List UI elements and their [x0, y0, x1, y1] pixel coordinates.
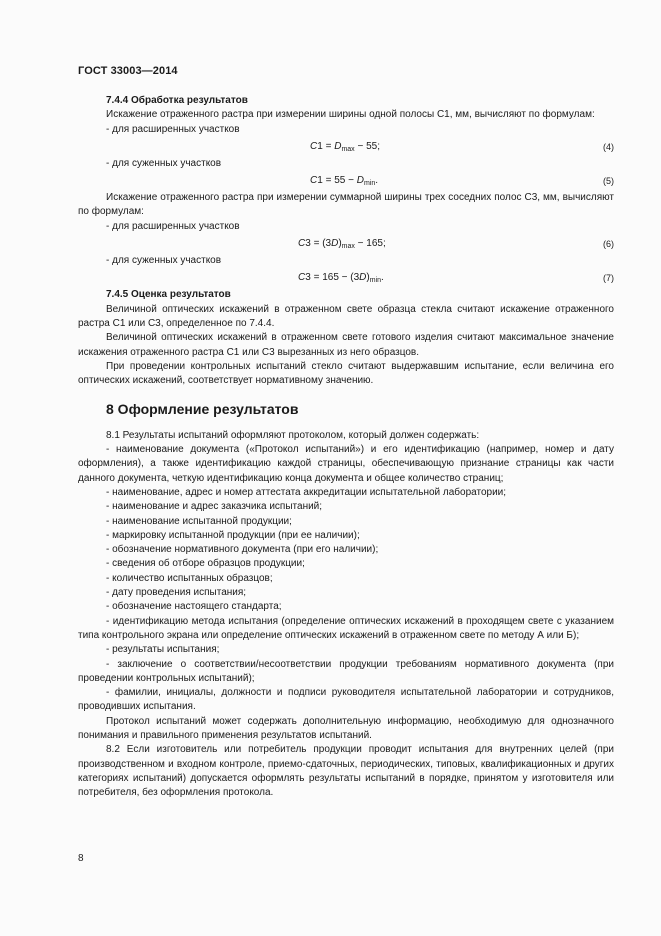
formula-row — [78, 268, 614, 288]
list-item: - наименование, адрес и номер аттестата аккредитации испытательной лаборатории; — [106, 486, 507, 498]
paragraph-8-2: 8.2 Если изготовитель или потребитель продукции проводит испытания для внутренних целей (при производственном и входном контроле, приемо-сдаточных, периодических, типовых, квалификационных и других категориях испытаний) допускается оформлять результаты испытаний в порядке, принятом у изготовителя или потребителя, без оформления протокола. — [78, 744, 614, 799]
section-7-4-5-title: 7.4.5 Оценка результатов — [106, 289, 231, 301]
formula-6: $С3 = (3D)_{max} - 165$; — [298, 238, 386, 251]
list-item: - количество испытанных образцов; — [106, 572, 273, 584]
section-8-title: 8 Оформление результатов — [106, 401, 299, 418]
formula-4: $С1 = D_{max} - 55$; — [310, 140, 380, 153]
section-7-4-4-title: 7.4.4 Обработка результатов — [106, 95, 248, 106]
list-item: - сведения об отборе образцов продукции; — [106, 558, 305, 570]
document-body — [78, 94, 614, 800]
list-item: - наименование испытанной продукции; — [106, 515, 292, 527]
formula-row — [78, 137, 614, 157]
list-item: - наименование документа («Протокол испытаний») и его идентификацию (например, номер и дату оформления), а также идентификацию каждой страницы, обеспечивающую признание страницы как части данного документа, четкую идентификацию конца документа и общее количество страниц; — [78, 444, 614, 484]
list-item: - маркировку испытанной продукции (при ее наличии); — [106, 529, 360, 541]
list-item: - для расширенных участков — [106, 220, 240, 232]
list-item: - заключение о соответствии/несоответствии продукции требованиям нормативного документа (при проведении контрольных испытаний); — [78, 658, 614, 684]
paragraph: Величиной оптических искажений в отраженном свете готового изделия считают максимальное значение искажения отраженного растра С1 или С3 вырезанных из него образцов. — [78, 332, 614, 358]
formula-7: $С3 = 165 - (3D)_{min}$. — [298, 272, 384, 285]
formula-number: (6) — [603, 239, 614, 250]
list-item: - обозначение настоящего стандарта; — [106, 601, 282, 613]
formula-number: (7) — [603, 273, 614, 284]
document-header: ГОСТ 33003—2014 — [78, 65, 178, 77]
paragraph: Величиной оптических искажений в отраженном свете образца стекла считают искажение отраженного растра С1 или С3, определенное по 7.4.4. — [78, 303, 614, 329]
paragraph: При проведении контрольных испытаний стекло считают выдержавшим испытание, если величина его оптических искажений, соответствует нормативному значению. — [78, 360, 614, 387]
page-number: 8 — [78, 853, 84, 864]
list-item: - обозначение нормативного документа (при его наличии); — [106, 544, 379, 556]
paragraph-8-1: 8.1 Результаты испытаний оформляют протоколом, который должен содержать: — [106, 429, 480, 441]
formula-5: $С1 = 55 - D_{min}$. — [310, 175, 379, 188]
formula-row — [78, 234, 614, 254]
paragraph: Искажение отраженного растра при измерении суммарной ширины трех соседних полос С3, мм, вычисляют по формулам: — [78, 192, 614, 218]
list-item: - наименование и адрес заказчика испытаний; — [106, 501, 323, 513]
list-item: - результаты испытания; — [106, 644, 220, 656]
list-item: - для суженных участков — [106, 157, 222, 169]
paragraph: Протокол испытаний может содержать дополнительную информацию, необходимую для однозначного понимания и правильного применения результатов испытаний. — [78, 715, 614, 741]
list-item: - дату проведения испытания; — [106, 587, 247, 599]
list-item: - фамилии, инициалы, должности и подписи руководителя испытательной лаборатории и сотрудников, проводивших испытания. — [78, 687, 614, 713]
list-item: - идентификацию метода испытания (определение оптических искажений в проходящем свете с указанием типа контрольного экрана или определение оптических искажений в отраженном свете по методу А или Б); — [78, 615, 614, 641]
formula-number: (5) — [603, 176, 614, 187]
list-item: - для суженных участков — [106, 255, 222, 267]
formula-row — [78, 171, 614, 191]
protocol-contents-list — [78, 443, 614, 715]
list-item: - для расширенных участков — [106, 123, 240, 135]
paragraph: Искажение отраженного растра при измерении ширины одной полосы С1, мм, вычисляют по формулам: — [106, 109, 595, 121]
formula-number: (4) — [603, 141, 614, 152]
